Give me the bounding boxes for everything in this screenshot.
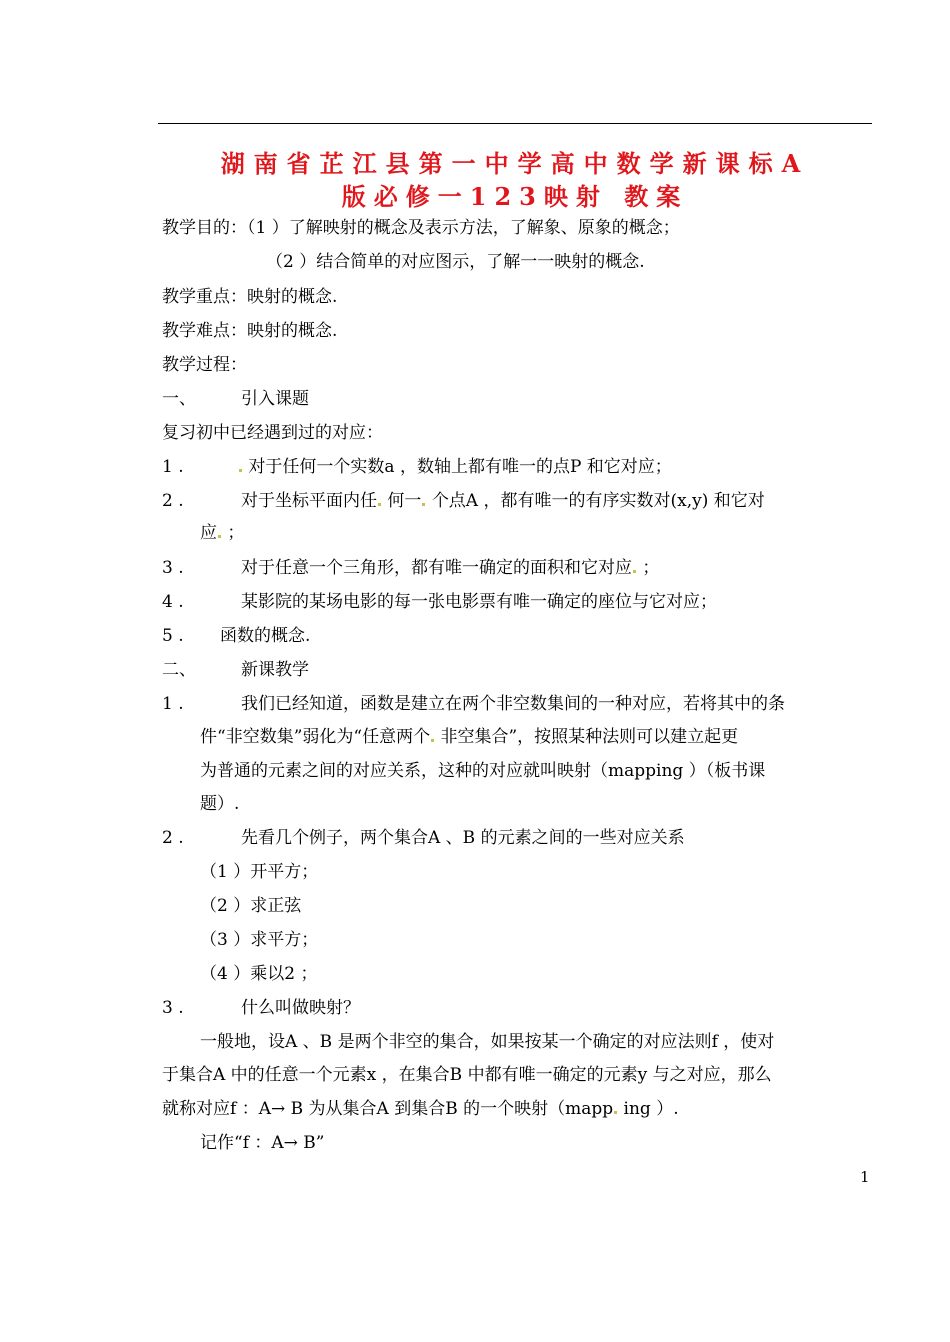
- item-1-number: 1 .: [162, 457, 184, 477]
- new-1-line-4: 题）.: [200, 794, 240, 814]
- new-2-number: 2 .: [162, 828, 184, 848]
- item-2-text: 对于坐标平面内任 何一 个点A ，都有唯一的有序实数对(x,y) 和它对: [241, 491, 765, 511]
- new-1-line-3: 为普通的元素之间的对应关系，这种的对应就叫映射（mapping ）（板书课: [200, 761, 766, 781]
- item-3-text: 对于任意一个三角形，都有唯一确定的面积和它对应 ；: [241, 558, 660, 578]
- section-1-title: 引入课题: [241, 389, 309, 409]
- new-2-text: 先看几个例子，两个集合A 、B 的元素之间的一些对应关系: [241, 828, 685, 848]
- difficulty: 教学难点：映射的概念.: [162, 321, 338, 341]
- item-3-number: 3 .: [162, 558, 184, 578]
- new-1-line-2: 件“非空数集”弱化为“任意两个 非空集合”，按照某种法则可以建立起更: [200, 727, 739, 747]
- example-1: （1 ）开平方；: [200, 862, 319, 882]
- new-3-number: 3 .: [162, 998, 184, 1018]
- mark-dot: [218, 535, 221, 538]
- section-2-title: 新课教学: [241, 660, 309, 680]
- example-2: （2 ）求正弦: [200, 896, 302, 916]
- example-4: （4 ）乘以2 ；: [200, 964, 318, 984]
- new-1-number: 1 .: [162, 694, 184, 714]
- example-3: （3 ）求平方；: [200, 930, 319, 950]
- review-intro: 复习初中已经遇到过的对应：: [162, 423, 383, 443]
- new-1-line-1: 我们已经知道，函数是建立在两个非空数集间的一种对应，若将其中的条: [241, 694, 785, 714]
- new-3-text: 什么叫做映射？: [241, 998, 360, 1018]
- teaching-goals-2: （2 ）结合简单的对应图示，了解一一映射的概念.: [266, 252, 645, 272]
- notation: 记作“f ：A→ B”: [200, 1133, 325, 1153]
- definition-line-2: 于集合A 中的任意一个元素x ，在集合B 中都有唯一确定的元素y 与之对应，那么: [162, 1065, 772, 1085]
- doc-title-line-2: 版必修一123映射 教案: [341, 182, 689, 211]
- item-5-number: 5 .: [162, 626, 184, 646]
- item-2-number: 2 .: [162, 491, 184, 511]
- definition-line-1: 一般地，设A 、B 是两个非空的集合，如果按某一个确定的对应法则f ，使对: [200, 1032, 775, 1052]
- item-4-text: 某影院的某场电影的每一张电影票有唯一确定的座位与它对应；: [241, 592, 717, 612]
- key-point: 教学重点：映射的概念.: [162, 287, 338, 307]
- item-1-text: 对于任何一个实数a ，数轴上都有唯一的点P 和它对应；: [238, 455, 672, 479]
- mark-dot: [378, 503, 381, 506]
- mark-dot: [633, 570, 636, 573]
- mark-dot: [239, 469, 242, 472]
- mark-dot: [431, 739, 434, 742]
- item-4-number: 4 .: [162, 592, 184, 612]
- mark-dot: [422, 503, 425, 506]
- process-heading: 教学过程：: [162, 355, 247, 375]
- definition-line-3: 就称对应f ：A→ B 为从集合A 到集合B 的一个映射（mapp ing ）.: [162, 1099, 679, 1119]
- section-1-number: 一、: [162, 389, 196, 409]
- teaching-goals-1: 教学目的：（1 ）了解映射的概念及表示方法，了解象、原象的概念；: [162, 218, 680, 238]
- section-2-number: 二、: [162, 660, 196, 680]
- header-rule: [158, 123, 872, 124]
- page-number: 1: [860, 1168, 870, 1186]
- mark-dot: [614, 1111, 617, 1114]
- doc-title-line-1: 湖南省芷江县第一中学高中数学新课标A: [220, 149, 810, 178]
- item-2-text-cont: 应 ；: [200, 523, 245, 543]
- item-5-text: 函数的概念.: [220, 626, 311, 646]
